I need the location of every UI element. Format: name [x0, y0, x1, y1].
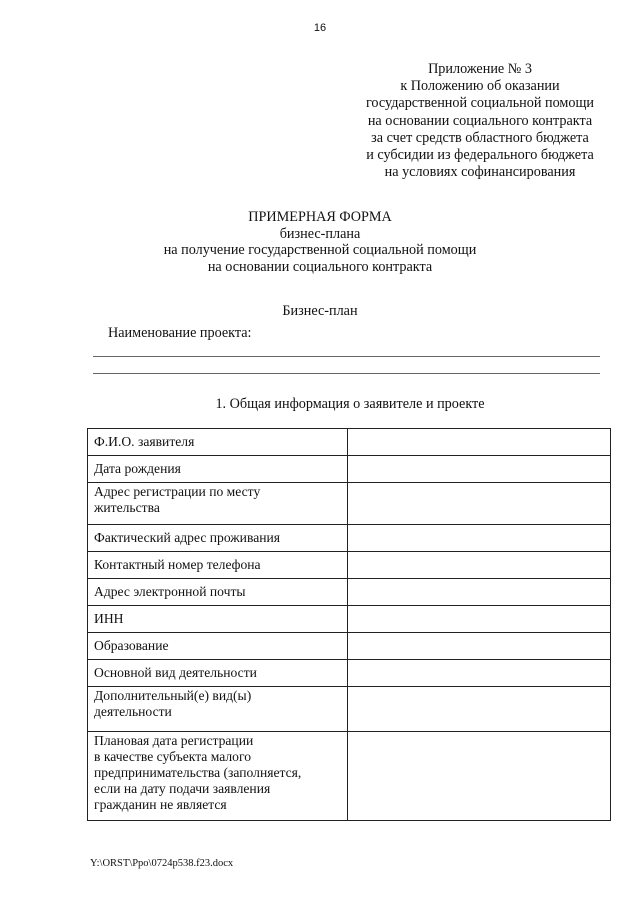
table-row: [88, 606, 611, 633]
appendix-line: государственной социальной помощи: [365, 95, 595, 112]
table-row: [88, 483, 611, 525]
appendix-line: за счет средств областного бюджета: [371, 129, 589, 146]
table-row: [88, 579, 611, 606]
row-label-line: Образование: [94, 638, 169, 653]
appendix-line: на условиях софинансирования: [384, 164, 576, 181]
row-value-field[interactable]: [348, 687, 611, 732]
table-row: [88, 525, 611, 552]
row-label: [88, 456, 348, 483]
row-label-line: жительства: [94, 500, 160, 515]
row-value-field[interactable]: [348, 633, 611, 660]
table-row: [88, 687, 611, 732]
row-value-field[interactable]: [348, 732, 611, 821]
form-title-line: бизнес-плана: [279, 225, 361, 242]
table-row: [88, 456, 611, 483]
row-value-field[interactable]: [348, 525, 611, 552]
row-label: [88, 660, 348, 687]
row-value-field[interactable]: [348, 456, 611, 483]
row-label-line: предпринимательства (заполняется,: [94, 765, 302, 780]
appendix-header: [340, 61, 620, 181]
row-value-field[interactable]: [348, 429, 611, 456]
page-number: 16: [313, 22, 327, 34]
table-row: [88, 633, 611, 660]
row-label-line: Дополнительный(е) вид(ы): [94, 688, 252, 703]
row-label: [88, 579, 348, 606]
table-row: [88, 552, 611, 579]
row-value-field[interactable]: [348, 552, 611, 579]
section-title: 1. Общая информация о заявителе и проекте: [215, 396, 485, 412]
row-value-field[interactable]: [348, 579, 611, 606]
appendix-line: Приложение № 3: [428, 61, 532, 77]
row-label: [88, 483, 348, 525]
project-name-line[interactable]: [93, 356, 600, 357]
row-label-line: деятельности: [94, 704, 172, 719]
row-label: [88, 732, 348, 821]
row-label-line: Адрес регистрации по месту: [94, 484, 261, 499]
table-row: [88, 732, 611, 821]
row-label: [88, 525, 348, 552]
form-title-heading: ПРИМЕРНАЯ ФОРМА: [248, 209, 392, 225]
row-label-line: Адрес электронной почты: [94, 584, 246, 599]
appendix-line: и субсидии из федерального бюджета: [366, 147, 594, 164]
row-label-line: Контактный номер телефона: [94, 557, 261, 572]
form-title-line: на получение государственной социальной помощи: [163, 242, 477, 258]
row-label-line: Ф.И.О. заявителя: [94, 434, 195, 449]
applicant-info-table: [87, 428, 611, 821]
row-value-field[interactable]: [348, 483, 611, 525]
row-label-line: Фактический адрес проживания: [94, 530, 281, 545]
row-label-line: если на дату подачи заявления: [94, 781, 271, 796]
table-row: [88, 429, 611, 456]
row-label-line: Основной вид деятельности: [94, 665, 257, 680]
appendix-line: на основании социального контракта: [367, 112, 593, 129]
row-value-field[interactable]: [348, 660, 611, 687]
row-label: [88, 606, 348, 633]
row-value-field[interactable]: [348, 606, 611, 633]
row-label-line: Плановая дата регистрации: [94, 733, 254, 748]
project-name-label: Наименование проекта:: [108, 325, 252, 341]
table-row: [88, 660, 611, 687]
row-label-line: гражданин не является: [94, 797, 227, 812]
file-path: Y:\ORST\Ppo\0724p538.f23.docx: [90, 858, 234, 869]
row-label: [88, 633, 348, 660]
row-label: [88, 687, 348, 732]
form-title-line: на основании социального контракта: [207, 258, 433, 275]
row-label: [88, 552, 348, 579]
row-label: [88, 429, 348, 456]
appendix-line: к Положению об оказании: [400, 78, 560, 95]
row-label-line: ИНН: [94, 611, 124, 626]
row-label-line: в качестве субъекта малого: [94, 749, 252, 764]
business-plan-label: Бизнес-план: [282, 303, 358, 319]
form-title: [100, 209, 540, 275]
row-label-line: Дата рождения: [94, 461, 181, 476]
project-name-line[interactable]: [93, 373, 600, 374]
